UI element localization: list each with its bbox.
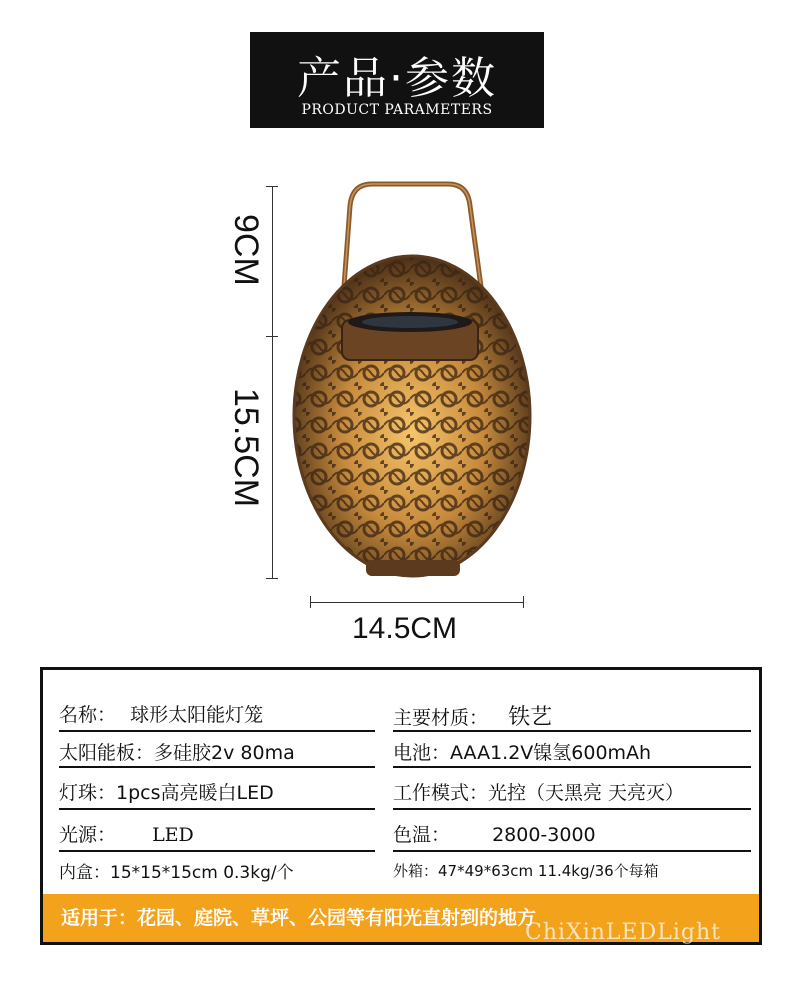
spec-bead-value: 1pcs高亮暖白LED	[116, 782, 274, 804]
spec-name-label: 名称：	[59, 704, 117, 726]
usage-footer: 适用于：花园、庭院、草坪、公园等有阳光直射到的地方	[43, 894, 759, 942]
spec-name	[59, 700, 263, 727]
vertical-dimension-line	[272, 186, 273, 578]
spec-material-label: 主要材质：	[393, 707, 489, 729]
spec-temp-label: 色温：	[393, 824, 451, 846]
spec-mode	[393, 778, 684, 805]
spec-mode-label: 工作模式：	[393, 782, 489, 804]
width-label: 14.5CM	[352, 612, 458, 645]
spec-battery-label: 电池：	[393, 742, 451, 764]
spec-inner-label: 内盒：	[59, 863, 110, 883]
spec-name-value: 球形太阳能灯笼	[130, 704, 264, 726]
spec-source	[59, 820, 194, 847]
divider	[59, 730, 375, 732]
dimension-tick-top	[266, 186, 278, 187]
spec-battery-value: AAA1.2V镍氢600mAh	[450, 742, 652, 764]
header-title-en: PRODUCT PARAMETERS	[301, 102, 493, 118]
spec-bead-label: 灯珠：	[59, 782, 117, 804]
spec-panel	[59, 738, 295, 765]
header-banner	[250, 32, 544, 128]
divider	[59, 766, 375, 768]
spec-inner-value: 15*15*15cm 0.3kg/个	[110, 863, 294, 883]
divider	[59, 850, 375, 852]
spec-outer	[393, 860, 659, 881]
spec-temp-value: 2800-3000	[492, 824, 596, 846]
spec-source-label: 光源：	[59, 824, 117, 846]
dimension-tick-bottom	[266, 578, 278, 579]
spec-outer-label: 外箱：	[393, 862, 439, 880]
spec-mode-value: 光控（天黑亮 天亮灭）	[488, 782, 685, 804]
lantern-image	[280, 178, 540, 582]
horizontal-dimension-line	[310, 602, 524, 603]
divider	[393, 808, 751, 810]
spec-outer-value: 47*49*63cm 11.4kg/36个每箱	[438, 862, 659, 880]
spec-bead	[59, 778, 274, 805]
spec-table	[40, 667, 762, 945]
divider	[393, 730, 751, 732]
body-height-label: 15.5CM	[227, 388, 265, 508]
divider	[59, 808, 375, 810]
spec-temp	[393, 820, 596, 847]
watermark: ChiXinLEDLight	[525, 920, 721, 945]
divider	[393, 850, 751, 852]
header-title-cn: 产品·参数	[297, 53, 497, 104]
dimension-tick-middle	[266, 336, 278, 337]
spec-battery	[393, 738, 651, 765]
spec-panel-value: 多硅胶2v 80ma	[154, 742, 295, 764]
spec-inner	[59, 858, 294, 883]
spec-source-value: LED	[152, 824, 194, 846]
divider	[393, 766, 751, 768]
dimension-tick-right	[523, 596, 524, 608]
spec-material	[393, 700, 552, 731]
handle-height-label: 9CM	[227, 214, 265, 286]
spec-panel-label: 太阳能板：	[59, 742, 155, 764]
spec-material-value: 铁艺	[508, 705, 553, 730]
dimension-tick-left	[310, 596, 311, 608]
